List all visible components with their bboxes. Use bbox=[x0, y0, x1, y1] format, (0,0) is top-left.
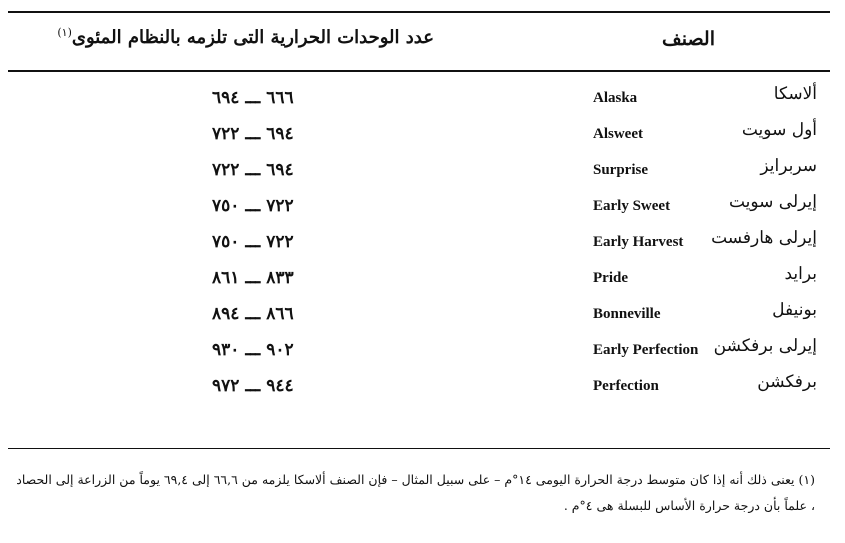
variety-arabic-name: سربرايز bbox=[760, 156, 817, 176]
variety-latin-name: Alaska bbox=[593, 90, 638, 106]
heat-units-range: ٩٠٢ ـــ ٩٣٠ bbox=[212, 340, 294, 360]
footnote-divider-rule bbox=[8, 448, 830, 449]
variety-latin-name: Perfection bbox=[593, 378, 659, 394]
heat-units-range: ٨٦٦ ـــ ٨٩٤ bbox=[212, 304, 294, 324]
heat-units-range: ٦٦٦ ـــ ٦٩٤ bbox=[212, 88, 294, 108]
variety-arabic-name: أول سويت bbox=[741, 120, 817, 140]
heat-units-range: ٧٢٢ ـــ ٧٥٠ bbox=[212, 196, 294, 216]
table-row bbox=[0, 336, 845, 376]
variety-arabic-name: برفكشن bbox=[757, 372, 817, 392]
heat-units-range: ٦٩٤ ـــ ٧٢٢ bbox=[212, 124, 294, 144]
variety-latin-name: Surprise bbox=[593, 162, 649, 178]
table-row bbox=[0, 84, 845, 124]
table-row bbox=[0, 264, 845, 304]
variety-latin-name: Early Perfection bbox=[593, 342, 699, 358]
variety-arabic-name: إيرلى سويت bbox=[728, 192, 817, 212]
variety-arabic-name: ألاسكا bbox=[773, 84, 817, 104]
heat-units-range: ٦٩٤ ـــ ٧٢٢ bbox=[212, 160, 294, 180]
table-top-rule bbox=[8, 11, 830, 13]
table-row bbox=[0, 372, 845, 412]
column-header-heat-units bbox=[14, 26, 434, 48]
column-header-class: الصنف bbox=[662, 28, 715, 50]
variety-arabic-name: إيرلى هارفست bbox=[711, 228, 817, 248]
table-row bbox=[0, 228, 845, 268]
footnote-marker: (١) bbox=[57, 26, 72, 39]
heat-units-range: ٧٢٢ ـــ ٧٥٠ bbox=[212, 232, 294, 252]
heat-units-range: ٨٣٣ ـــ ٨٦١ bbox=[212, 268, 294, 288]
footnote-text: (١) يعنى ذلك أنه إذا كان متوسط درجة الحرارة اليومى ١٤°م – على سبيل المثال – فإن الصنف ألاسكا يلزمه من ٦٦,٦ إلى ٦٩,٤ يوماً من الزراعة إلى الحصاد ، علماً بأن درجة حرارة الأساس للبسلة هى ٤°م . bbox=[16, 472, 815, 513]
variety-latin-name: Pride bbox=[593, 270, 628, 286]
table-row bbox=[0, 300, 845, 340]
table-row bbox=[0, 120, 845, 160]
table-row bbox=[0, 192, 845, 232]
variety-arabic-name: بونيفل bbox=[772, 300, 817, 320]
variety-arabic-name: إيرلى برفكشن bbox=[713, 336, 817, 356]
variety-latin-name: Early Sweet bbox=[593, 198, 671, 214]
variety-latin-name: Bonneville bbox=[593, 306, 661, 322]
variety-latin-name: Early Harvest bbox=[593, 234, 684, 250]
variety-latin-name: Alsweet bbox=[593, 126, 643, 142]
header-divider-rule bbox=[8, 70, 830, 72]
variety-arabic-name: برايد bbox=[784, 264, 817, 284]
heat-units-range: ٩٤٤ ـــ ٩٧٢ bbox=[212, 376, 294, 396]
table-row bbox=[0, 156, 845, 196]
heat-units-label: عدد الوحدات الحرارية التى تلزمه بالنظام المئوى bbox=[71, 27, 434, 48]
